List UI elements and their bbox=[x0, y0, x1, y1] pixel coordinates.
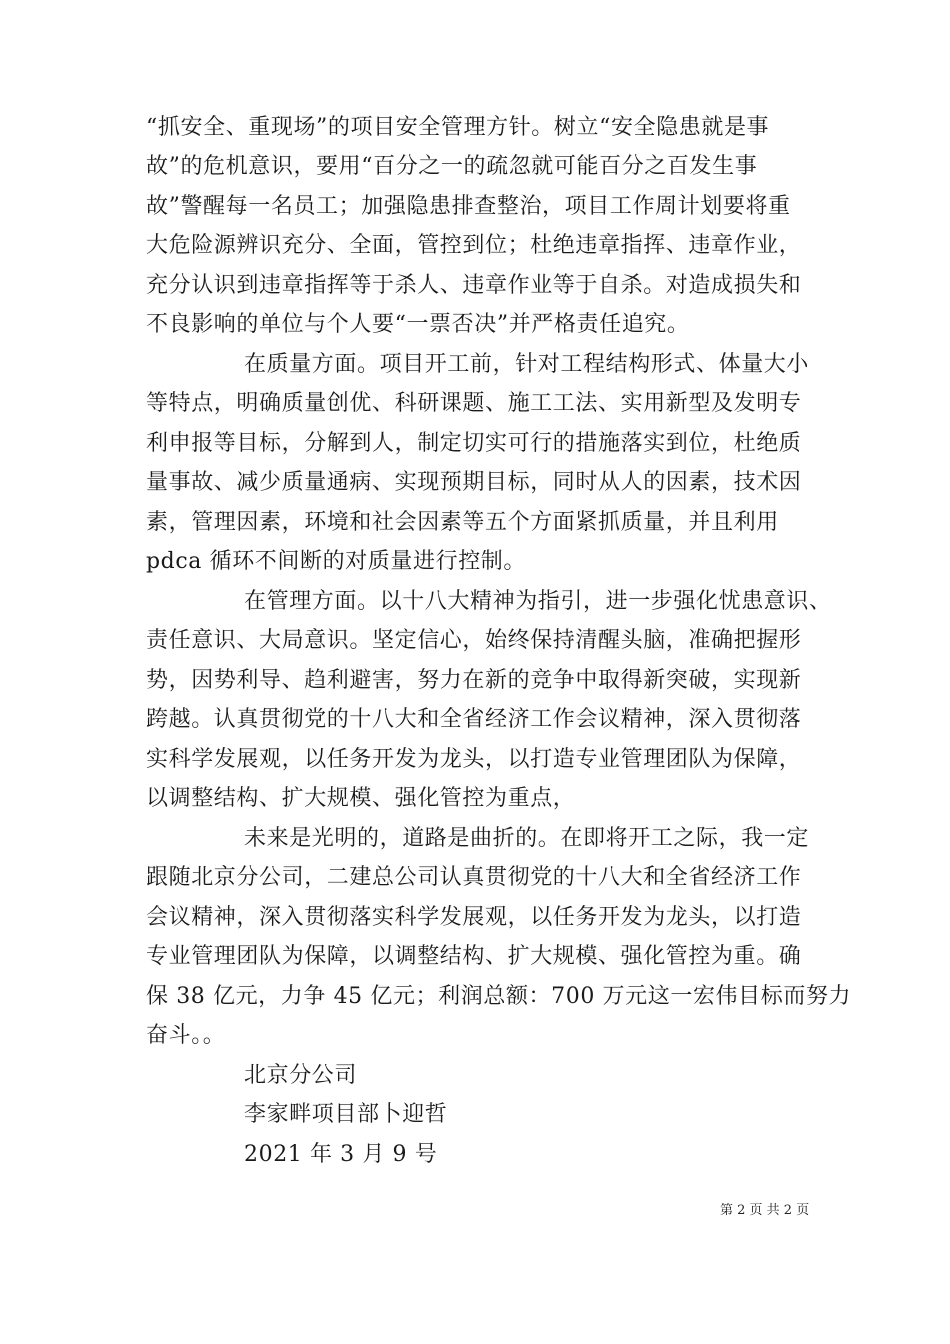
body-line: 故”的危机意识，要用“百分之一的疏忽就可能百分之百发生事 bbox=[146, 154, 758, 179]
body-line: 会议精神，深入贯彻落实科学发展观，以任务开发为龙头，以打造 bbox=[146, 905, 802, 930]
paragraph-management-first-line: 在管理方面。以十八大精神为指引，进一步强化忧患意识、 bbox=[244, 589, 832, 614]
paragraph-future-first-line: 未来是光明的，道路是曲折的。在即将开工之际，我一定 bbox=[244, 826, 810, 851]
body-line: 不良影响的单位与个人要“一票否决”并严格责任追究。 bbox=[146, 312, 690, 337]
paragraph-quality-first-line: 在质量方面。项目开工前，针对工程结构形式、体量大小 bbox=[244, 352, 810, 377]
signature-company: 北京分公司 bbox=[244, 1063, 358, 1088]
body-line: 跨越。认真贯彻党的十八大和全省经济工作会议精神，深入贯彻落 bbox=[146, 707, 802, 732]
body-line: 跟随北京分公司，二建总公司认真贯彻党的十八大和全省经济工作 bbox=[146, 865, 802, 890]
body-line: 素，管理因素，环境和社会因素等五个方面紧抓质量，并且利用 bbox=[146, 510, 779, 535]
body-line: 故”警醒每一名员工；加强隐患排查整治，项目工作周计划要将重 bbox=[146, 194, 791, 219]
body-line: “抓安全、重现场”的项目安全管理方针。树立“安全隐患就是事 bbox=[146, 115, 770, 140]
signature-date: 2021 年 3 月 9 号 bbox=[244, 1142, 438, 1167]
body-line: 量事故、减少质量通病、实现预期目标，同时从人的因素，技术因 bbox=[146, 470, 802, 495]
body-line: 以调整结构、扩大规模、强化管控为重点， bbox=[146, 786, 576, 811]
body-line: 势，因势利导、趋利避害，努力在新的竞争中取得新突破，实现新 bbox=[146, 668, 802, 693]
body-line: 等特点，明确质量创优、科研课题、施工工法、实用新型及发明专 bbox=[146, 391, 802, 416]
page-number: 第 2 页 共 2 页 bbox=[720, 1203, 810, 1218]
body-line: 充分认识到违章指挥等于杀人、违章作业等于自杀。对造成损失和 bbox=[146, 273, 802, 298]
body-line: 责任意识、大局意识。坚定信心，始终保持清醒头脑，准确把握形 bbox=[146, 628, 802, 653]
body-line: 实科学发展观，以任务开发为龙头，以打造专业管理团队为保障， bbox=[146, 747, 802, 772]
signature-department: 李家畔项目部卜迎哲 bbox=[244, 1102, 448, 1127]
body-line: 保 38 亿元，力争 45 亿元；利润总额：700 万元这一宏伟目标而努力 bbox=[146, 984, 852, 1009]
body-line: pdca 循环不间断的对质量进行控制。 bbox=[146, 549, 526, 574]
body-line: 大危险源辨识充分、全面，管控到位；杜绝违章指挥、违章作业， bbox=[146, 233, 802, 258]
body-line: 奋斗。。 bbox=[146, 1023, 226, 1048]
body-line: 专业管理团队为保障，以调整结构、扩大规模、强化管控为重。确 bbox=[146, 944, 802, 969]
body-line: 利申报等目标，分解到人，制定切实可行的措施落实到位，杜绝质 bbox=[146, 431, 802, 456]
